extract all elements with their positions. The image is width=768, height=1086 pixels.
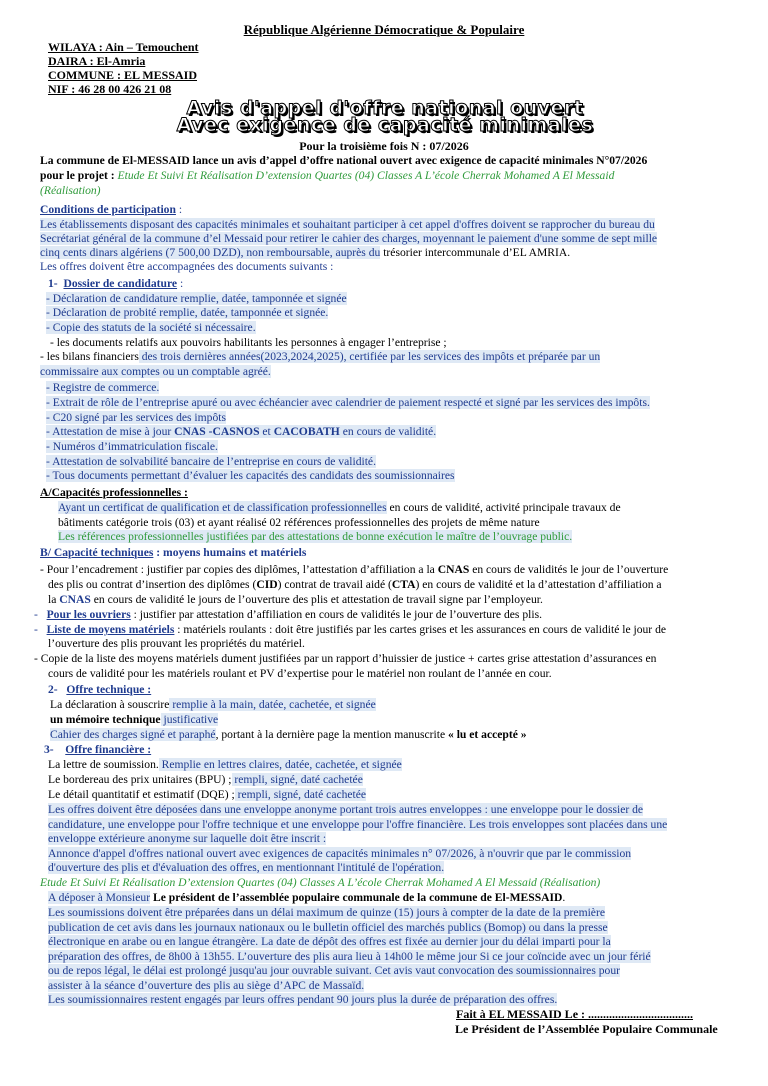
enveloppe-3: enveloppe extérieure anonyme sur laquelle doit être inscrit : (48, 832, 327, 845)
tech-materiels (34, 623, 666, 636)
wilaya-label: WILAYA : Ain – Temouchent (48, 40, 199, 54)
intro-text: La commune de El-MESSAID lance un avis d’appel d’offre national ouvert avec exigence de capacité minimales N°07/2026 (40, 154, 648, 167)
dossier-heading-text: Dossier de candidature (63, 277, 178, 290)
tech-enc-3a: la (48, 593, 60, 606)
project-name: Etude Et Suivi Et Réalisation D’extension Quartes (04) Classes A L’école Cherrak Mohamed A El Messaid (117, 169, 615, 182)
dossier-item-3: - Copie des statuts de la société si nécessaire. (46, 321, 256, 334)
tech-enc-2b: CID (256, 578, 278, 591)
dossier-bilans-c: commissaire aux comptes ou un comptable agréé. (40, 365, 271, 378)
tech-ouvriers (34, 608, 542, 621)
project-line (40, 169, 614, 182)
offre-financiere-heading-text: Offre financière : (65, 743, 152, 756)
depot-s6: assister à la séance d’ouverture des plis au siège d’APC de Massaïd. (48, 979, 365, 992)
depot-a: A déposer à Monsieur (48, 891, 151, 904)
dossier-cnas-e: en cours de validité. (339, 425, 437, 438)
dossier-docs: - les documents relatifs aux pouvoirs habilitants les personnes à engager l’entreprise ; (50, 336, 447, 349)
capacites-pro-l1b: en cours de validité, activité principale travaux de (386, 501, 621, 514)
conditions-p3 (40, 246, 570, 259)
capacites-tech-heading (40, 546, 306, 559)
tech-enc-2a: des plis ou contrat d’insertion des diplômes ( (48, 578, 257, 591)
annonce-project: Etude Et Suivi Et Réalisation D’extension Quartes (04) Classes A L’école Cherrak Mohamed A El Messaid (Réalisation) (40, 876, 601, 889)
conditions-heading-text: Conditions de participation (40, 203, 176, 216)
dossier-item-9: - Tous documents permettant d’évaluer les capacités des candidats des soumissionnaires (46, 469, 455, 482)
offre-technique-decl-b: remplie à la main, datée, cachetée, et signée (169, 698, 376, 711)
offre-technique-heading-text: Offre technique : (66, 683, 152, 696)
depot-s3: électronique en arabe ou en langue étrangère. La date de dépôt des offres est fixée au dernier jour du délai imparti pour la (48, 935, 611, 948)
offre-financiere-num: 3- (44, 743, 54, 756)
nif-label: NIF : 46 28 00 426 21 08 (48, 82, 172, 96)
notice-number: Pour la troisième fois N : 07/2026 (299, 139, 469, 153)
dossier-bilans-a: - les bilans financiers (40, 350, 139, 363)
depot-b: Le président de l’assemblée populaire communale de la commune de El-MESSAID (150, 891, 563, 904)
tech-enc-2e: ) en cours de validité et la d’attestation d’affiliation a (415, 578, 662, 591)
offre-technique-cah-b: , portant à la dernière page la mention manuscrite (215, 728, 449, 741)
dossier-item-4: - Registre de commerce. (46, 381, 160, 394)
president-signature: Le Président de l’Assemblée Populaire Communale (455, 1022, 718, 1036)
conditions-heading (40, 203, 182, 216)
offre-financiere-l3b: rempli, signé, daté cachetée (234, 788, 367, 801)
dossier-bilans (40, 350, 600, 363)
daira-label: DAIRA : El-Amria (48, 54, 146, 68)
tech-copie-1: - Copie de la liste des moyens matériels dument justifiées par un rapport d’huissier de justice + cartes grise attestation d’assurances en (34, 652, 657, 665)
offre-technique-heading (48, 683, 151, 696)
depot-s7: Les soumissionnaires restent engagés par leurs offres pendant 90 jours plus la durée de préparation des offres. (48, 993, 558, 1006)
offre-technique-decl-a: La déclaration à souscrire (50, 698, 170, 711)
depot-c: . (562, 891, 566, 904)
dossier-bilans-b: des trois dernières années(2023,2024,2025), certifiée par les services des impôts et préparée par un (138, 350, 601, 363)
offre-technique-mem-b: justificative (160, 713, 219, 726)
offre-financiere-l2 (48, 773, 363, 786)
tech-enc-2d: CTA (391, 578, 416, 591)
offre-technique-decl (50, 698, 376, 711)
enveloppe-1: Les offres doivent être déposées dans une enveloppe anonyme portant trois autres enveloppes : une enveloppe pour le dossier de (48, 803, 644, 816)
dossier-item-7: - Numéros d’immatriculation fiscale. (46, 440, 218, 453)
republic-title: République Algérienne Démocratique & Populaire (243, 22, 525, 37)
tech-enc-3 (48, 593, 543, 606)
project-tail: (Réalisation) (40, 184, 101, 197)
offre-financiere-l3a: Le détail quantitatif et estimatif (DQE) ; (48, 788, 235, 801)
tech-enc-1c: en cours de validités le jour de l’ouverture (469, 563, 669, 576)
offre-technique-memoire (50, 713, 218, 726)
capacites-pro-l2: bâtiments catégorie trois (03) et ayant réalisé 02 références professionnelles des projets de même nature (58, 516, 540, 529)
tech-ouvriers-head: Pour les ouvriers (46, 608, 131, 621)
depot-s2: publication de cet avis dans les journaux nationaux ou le bulletin officiel des marchés publics (Bomop) ou dans la presse (48, 921, 608, 934)
tech-enc-1b: CNAS (437, 563, 470, 576)
offre-technique-mem-a: un mémoire technique (50, 713, 161, 726)
dossier-cnas-a: - Attestation de mise à jour (46, 425, 175, 438)
offre-financiere-l3 (48, 788, 366, 801)
conditions-heading-colon: : (175, 203, 183, 216)
conditions-p1: Les établissements disposant des capacités minimales et souhaitant participer à cet appel d'offres doivent se rapprocher du bureau du (40, 218, 655, 231)
conditions-p2: Secrétariat général de la commune d’el Messaid pour retirer le cahier des charges, moyennant le paiement d'une somme de sept mille (40, 232, 658, 245)
depot-s5: ou de repos légal, le délai est prolongé jusqu'au jour ouvrable suivant. Cet avis vaut convocation des soumissionnaires pour (48, 964, 620, 977)
dossier-item-8: - Attestation de solvabilité bancaire de l’entreprise en cours de validité. (46, 455, 376, 468)
offre-technique-cah-c: « lu et accepté » (448, 728, 527, 741)
offre-financiere-heading (44, 743, 151, 756)
offre-technique-cahier (50, 728, 527, 741)
tech-materiels-2: l’ouverture des plis prouvant les propriétés du matériel. (48, 637, 305, 650)
capacites-tech-heading-text: B/ Capacité techniques (40, 546, 154, 559)
notice-banner-line1: Avis d'appel d'offre national ouvert (186, 97, 584, 119)
capacites-pro-l3: Les références professionnelles justifiées par des attestations de bonne exécution le maître de l’ouvrage public. (58, 530, 573, 543)
offre-financiere-l1 (48, 758, 402, 771)
enveloppe-2: candidature, une enveloppe pour l'offre technique et une enveloppe pour l'offre financière. Les trois enveloppes sont placées dans une (48, 818, 668, 831)
offre-financiere-l1b: Remplie en lettres claires, datée, cachetée, et signée (158, 758, 402, 771)
capacites-pro-l1a: Ayant un certificat de qualification et de classification professionnelles (58, 501, 387, 514)
dossier-item-2: - Déclaration de probité remplie, datée, tamponnée et signée. (46, 306, 329, 319)
tech-enc-1a: - Pour l’encadrement : justifier par copies des diplômes, l’attestation d’affiliation a la (40, 563, 438, 576)
notice-banner-line2: Avec exigence de capacité minimales (176, 114, 594, 136)
tech-enc-1 (40, 563, 668, 576)
conditions-p3-a: cinq cents dinars algériens (7 500,00 DZD), non remboursable, auprès du (40, 246, 381, 259)
conditions-p3-b: trésorier intercommunale d’EL AMRIA. (380, 246, 571, 259)
fait-a: Fait à EL MESSAID Le : ................................... (456, 1007, 694, 1021)
tech-enc-2 (48, 578, 662, 591)
dossier-cnas-d: CACOBATH (273, 425, 340, 438)
dossier-heading-colon: : (177, 277, 184, 290)
tech-enc-2c: ) contrat de travail aidé ( (277, 578, 392, 591)
dossier-cnas-c: et (259, 425, 274, 438)
capacites-pro-heading: A/Capacités professionnelles : (40, 486, 188, 499)
tech-enc-3b: CNAS (59, 593, 91, 606)
conditions-p4: Les offres doivent être accompagnées des documents suivants : (40, 260, 334, 273)
dossier-heading (48, 277, 183, 290)
depot-s4: préparation des offres, de 8h00 à 13h55. L’ouverture des plis aura lieu à 14h00 le même jour Si ce jour coïncide avec un jour férié (48, 950, 651, 963)
commune-label: COMMUNE : EL MESSAID (48, 68, 198, 82)
offre-financiere-l2b: rempli, signé, daté cachetée (231, 773, 363, 786)
tech-enc-3c: en cours de validité le jours de l’ouverture des plis et attestation de travail signe par l’employeur. (90, 593, 543, 606)
dossier-cnas (46, 425, 436, 438)
offre-technique-cah-a: Cahier des charges signé et paraphé (50, 728, 216, 741)
depot-s1: Les soumissions doivent être préparées dans un délai maximum de quinze (15) jours à compter de la date de la première (48, 906, 605, 919)
depot-line (48, 891, 565, 904)
offre-financiere-l1a: La lettre de soumission. (48, 758, 159, 771)
annonce-2: d'ouverture des plis et d'évaluation des offres, en mentionnant l'intitulé de l'opération. (48, 861, 445, 874)
tech-materiels-head: Liste de moyens matériels (46, 623, 175, 636)
dossier-item-6: - C20 signé par les services des impôts (46, 411, 226, 424)
tech-materiels-dash: - (34, 623, 38, 636)
tech-ouvriers-dash: - (34, 608, 38, 621)
offre-financiere-l2a: Le bordereau des prix unitaires (BPU) ; (48, 773, 232, 786)
dossier-num: 1- (48, 277, 58, 290)
capacites-tech-heading-tail: : moyens humains et matériels (153, 546, 307, 559)
tech-copie-2: cours de validité pour les matériels roulant et PV d’expertise pour le matériel non roulant de l’année en cour. (48, 667, 552, 680)
offre-technique-num: 2- (48, 683, 58, 696)
tech-ouvriers-tail: : justifier par attestation d’affiliation en cours de validités le jour de l’ouverture des plis. (130, 608, 542, 621)
annonce-1: Annonce d'appel d'offres national ouvert avec exigences de capacités minimales n° 07/2026, à n'ouvrir que par le commission (48, 847, 632, 860)
tech-materiels-tail: : matériels roulants : doit être justifiés par les cartes grises et les assurances en cours de validité le jour de (174, 623, 667, 636)
dossier-item-1: - Déclaration de candidature remplie, datée, tamponnée et signée (46, 292, 347, 305)
dossier-cnas-b: CNAS -CASNOS (174, 425, 260, 438)
capacites-pro-l1 (58, 501, 621, 514)
project-lead: pour le projet : (40, 169, 115, 182)
dossier-item-5: - Extrait de rôle de l’entreprise apuré ou avec échéancier avec calendrier de paiement respecté et signé par les services des impôts. (46, 396, 650, 409)
